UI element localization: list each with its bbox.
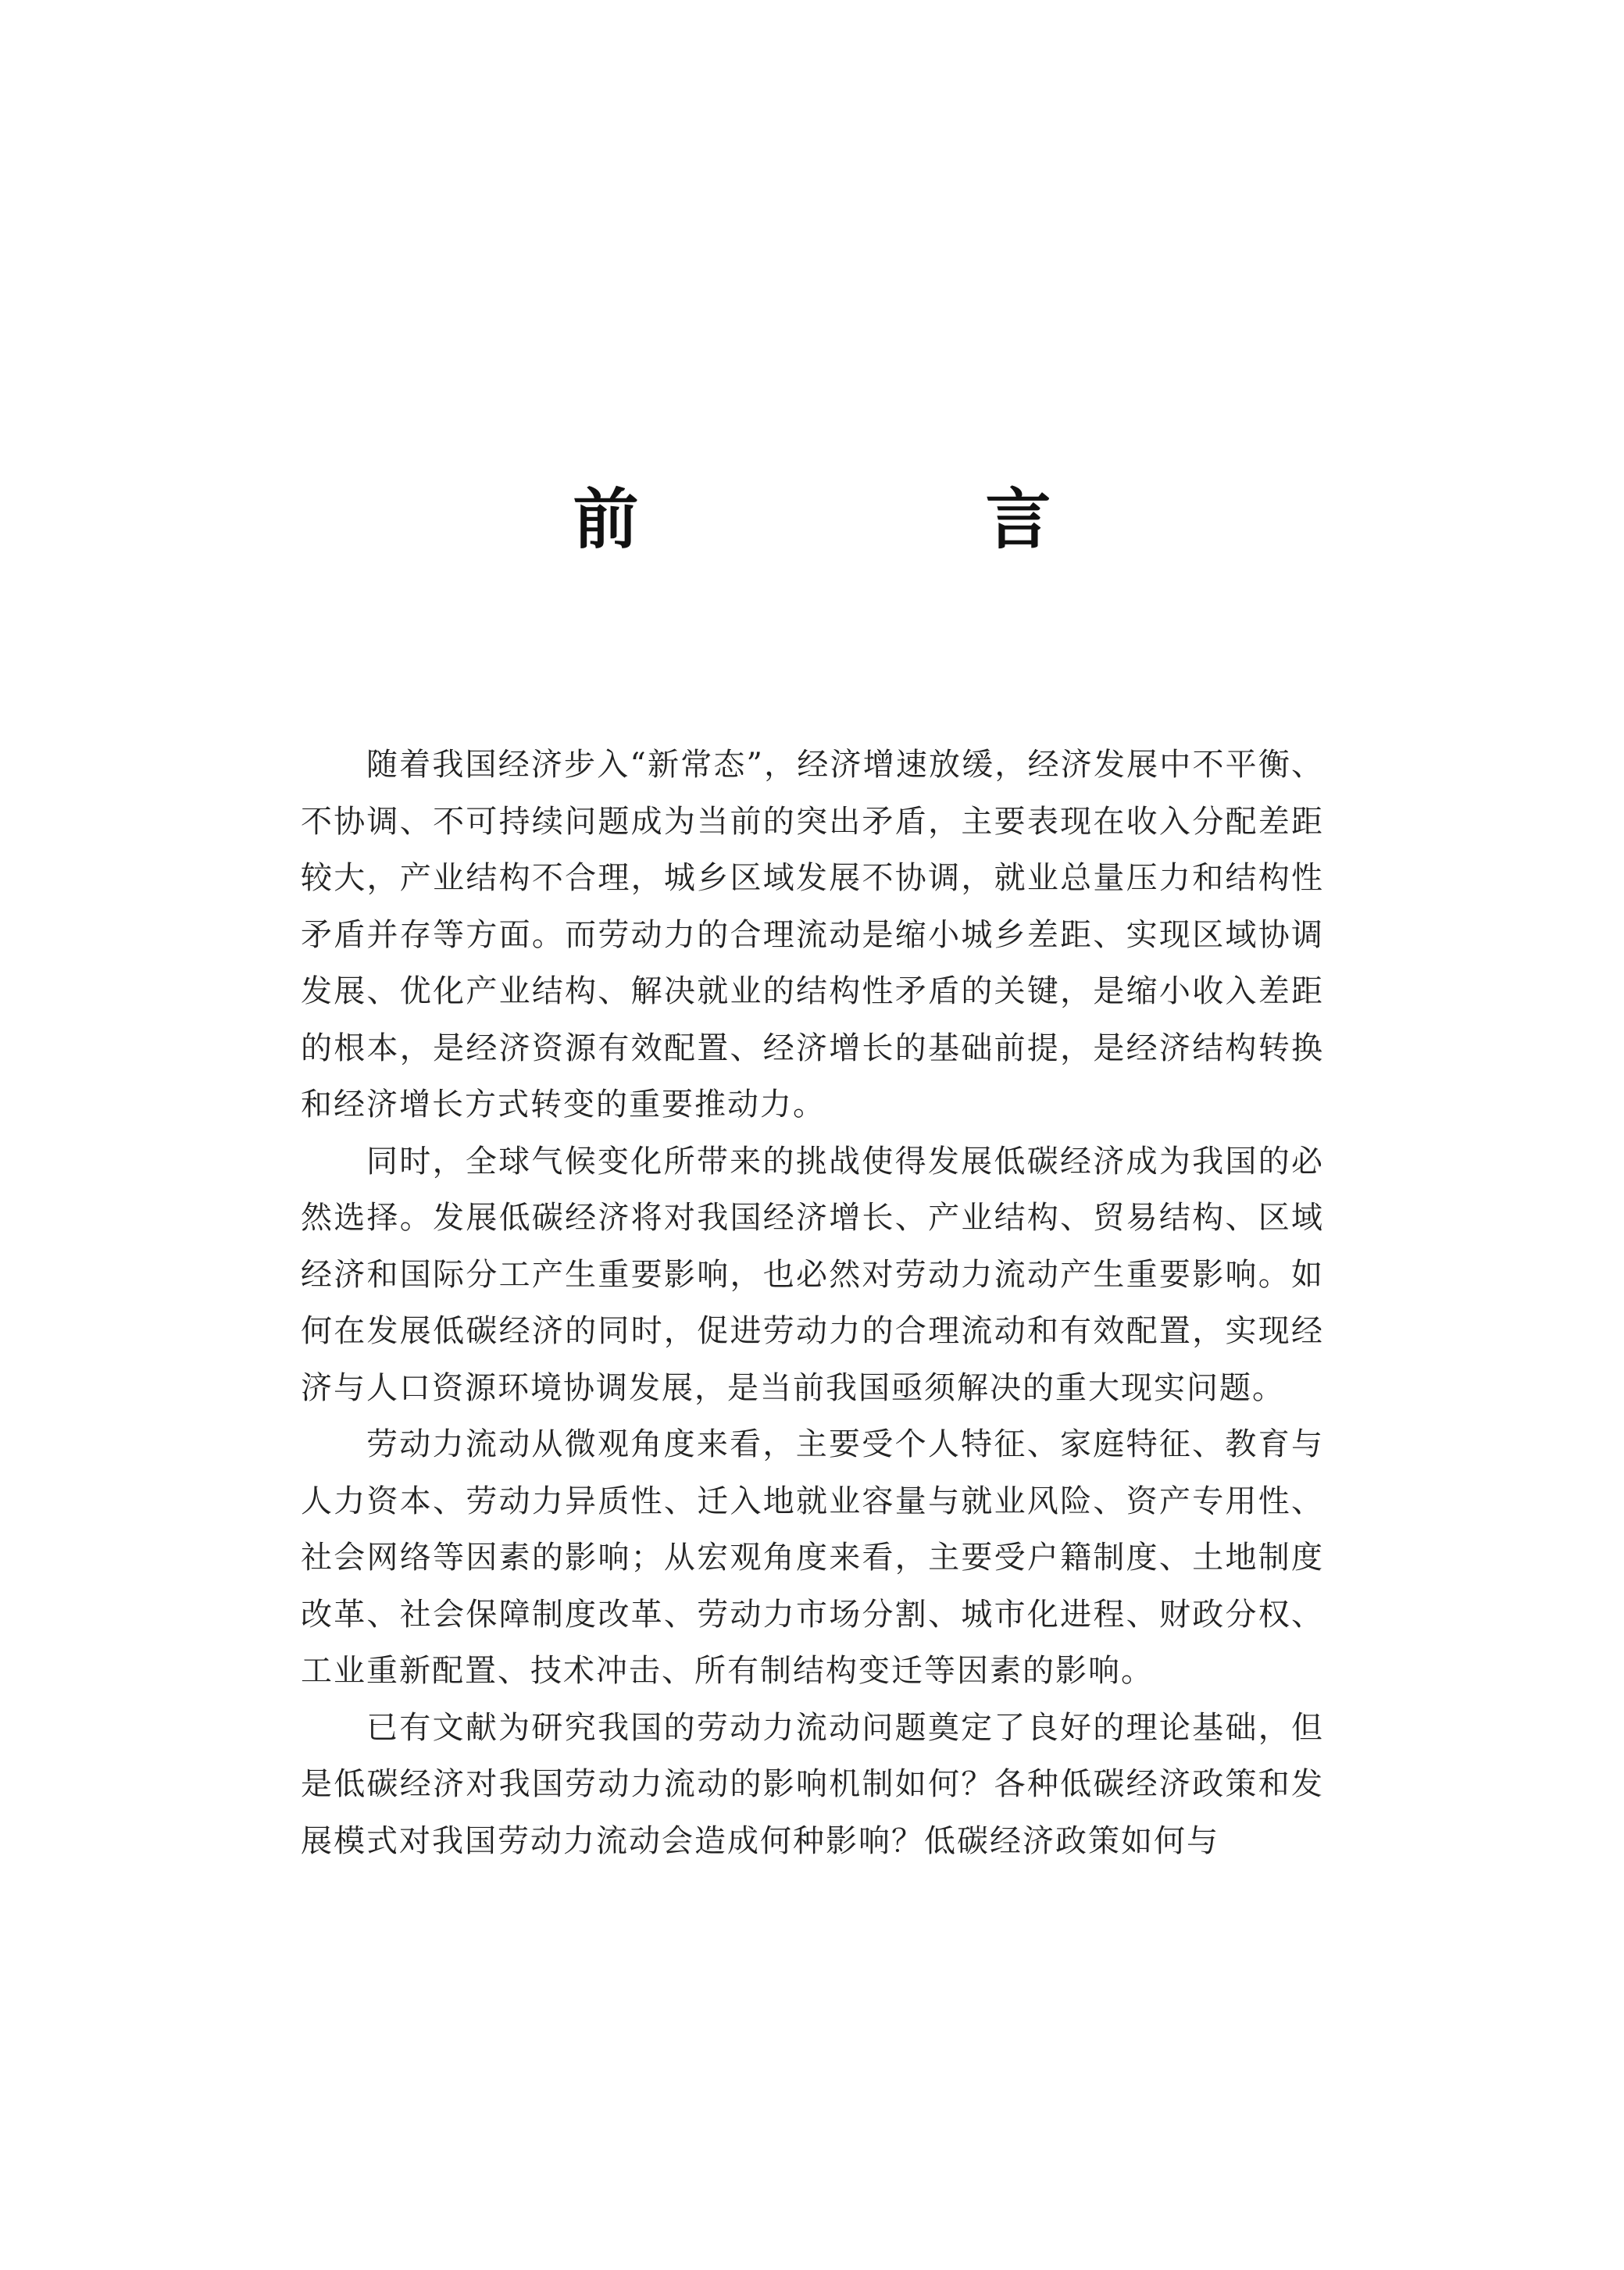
paragraph-4: 已有文献为研究我国的劳动力流动问题奠定了良好的理论基础，但是低碳经济对我国劳动力流动的影响机制如何？各种低碳经济政策和发展模式对我国劳动力流动会造成何种影响？低碳经济政策如何与 [301, 1709, 1324, 1859]
body-text [301, 737, 1324, 1869]
page-title: 前 言 [573, 480, 1192, 558]
paragraph-2: 同时，全球气候变化所带来的挑战使得发展低碳经济成为我国的必然选择。发展低碳经济将对我国经济增长、产业结构、贸易结构、区域经济和国际分工产生重要影响，也必然对劳动力流动产生重要影响。如何在发展低碳经济的同时，促进劳动力的合理流动和有效配置，实现经济与人口资源环境协调发展，是当前我国亟须解决的重大现实问题。 [301, 1143, 1324, 1406]
paragraph-1: 随着我国经济步入“新常态”，经济增速放缓，经济发展中不平衡、不协调、不可持续问题成为当前的突出矛盾，主要表现在收入分配差距较大，产业结构不合理，城乡区域发展不协调，就业总量压力和结构性矛盾并存等方面。而劳动力的合理流动是缩小城乡差距、实现区域协调发展、优化产业结构、解决就业的结构性矛盾的关键，是缩小收入差距的根本，是经济资源有效配置、经济增长的基础前提，是经济结构转换和经济增长方式转变的重要推动力。 [301, 747, 1324, 1123]
paragraph-3: 劳动力流动从微观角度来看，主要受个人特征、家庭特征、教育与人力资本、劳动力异质性、迁入地就业容量与就业风险、资产专用性、社会网络等因素的影响；从宏观角度来看，主要受户籍制度、土地制度改革、社会保障制度改革、劳动力市场分割、城市化进程、财政分权、工业重新配置、技术冲击、所有制结构变迁等因素的影响。 [301, 1426, 1324, 1689]
